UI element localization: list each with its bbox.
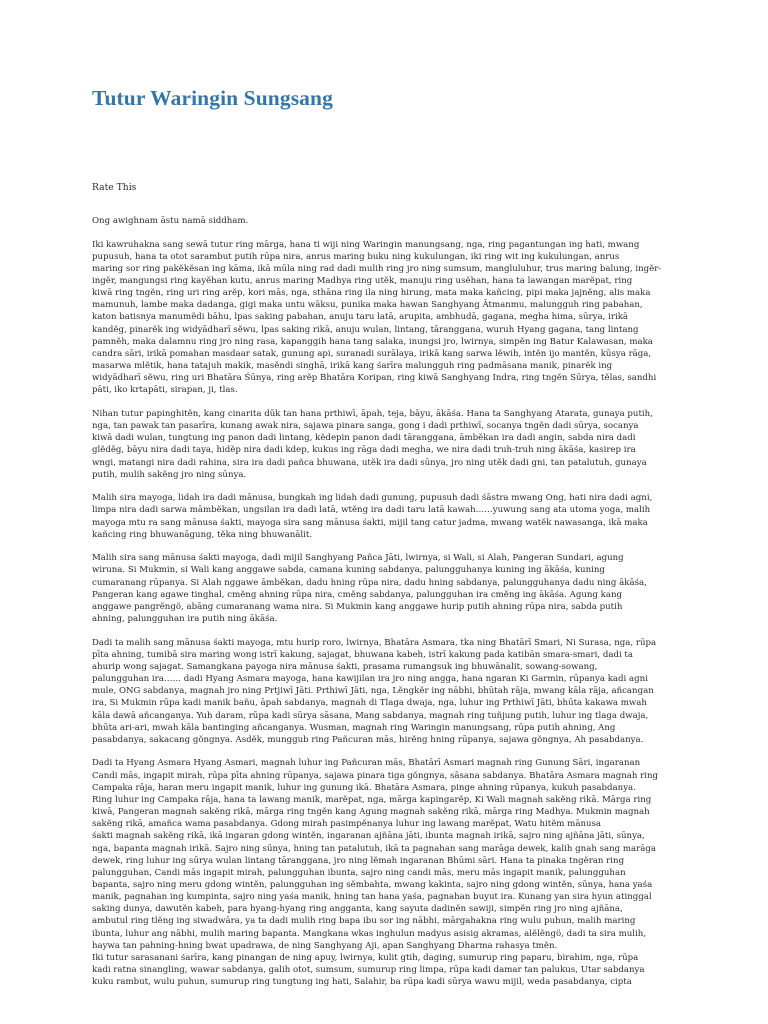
paragraph-line: Iki kawruhakna sang sewā tutur ring mārga, hana ti wiji ning Waringin manungsang, nga, ring pagantungan ing hati, mwang: [92, 239, 640, 250]
paragraph-line: Dadi ta malih sang mānusa śakti mayoga, mtu hurip roro, lwirnya, Bhatāra Asmara, tka ning Bhatārī Smari, Ni Surasa, nga, rūpa: [92, 637, 657, 648]
paragraph-line: wngi, matangi nira dadi rahina, sira ira dadi pañca bhuwana, utĕk ira dadi sūnya, jro ning utĕk dadi gni, tan patalutuh, gunaya: [92, 457, 647, 468]
paragraph-line: Malih sira mayoga, lidah ira dadi mānusa, bungkah ing lidah dadi gunung, pupusuh dadi śāstra mwang Ong, hati nira dadi agni,: [92, 493, 653, 504]
paragraph-line: maring sor ring pakĕkĕsan ing kāma, ikā mūla ning rad dadi mulih ring jro ning sumsum, mangluluhur, trus maring balung, ingĕr-: [92, 263, 662, 274]
paragraph-line: limpa nira dadi sarwa māmbĕkan, ungsilan ira dadi latā, wtĕng ira dadi taru latā kawah……yuwung sang ata utoma yoga, malih: [92, 505, 651, 516]
paragraph-line: Campaka rāja, haran meru ingapit manik, luhur ing gunung ikā. Bhatāra Asmara, pinge ahning rūpanya, kukuh pasabdanya.: [92, 782, 636, 793]
paragraph-line: candra sāri, irikā pomahan masdaar satak, gunung api, suranadi surālaya, irikā kang sarwa lĕwih, intĕn ijo mantĕn, kūsya rāga,: [92, 348, 652, 359]
rate-this-link[interactable]: Rate This: [92, 182, 137, 193]
document-body: [92, 215, 678, 988]
paragraph-line: ahurip wong sajagat. Samangkana payoga nira mānusa śakti, prasama rumangsuk ing bhuwānalit, sowang-sowang,: [92, 661, 598, 672]
paragraph-line: mayoga mtu ra sang mānusa śakti, mayoga sira sang mānusa śakti, mijil tang catur jadma, mwang watĕk nawasanga, ikā maka: [92, 517, 648, 528]
paragraph-line: anggawe pangrĕngö, abāng cumaranang wama nira. Si Mukmin kang anggawe hurip putih ahning rūpa nira, sabda putih: [92, 601, 623, 612]
paragraph: [92, 492, 678, 541]
paragraph-line: cumaranang rūpanya. Si Alah nggawe āmbĕkan, dadu hning rūpa nira, dadu hning sabdanya, palungguhanya dadu ning ākāśa,: [92, 577, 647, 588]
paragraph-line: Dadi ta Hyang Asmara Hyang Asmari, magnah luhur ing Pañcuran mās, Bhatārī Asmari magnah ring Gunung Sāri, ingaranan: [92, 758, 641, 769]
paragraph-line: pīta ahning, tumibā sira maring wong istrī kakung, sajagat, bhuwana kabeh, istrī kakung pada katibān smara-smari, dadi ta: [92, 649, 633, 660]
paragraph-line: pasabdanya, sakacang gŏngnya. Asdĕk, munggub ring Pañcuran mās, hirĕng hning rūpanya, sajawa gŏngnya, Ah pasabdanya.: [92, 734, 644, 745]
paragraph-line: ahning, palungguhan ira putih ning ākāśa.: [92, 614, 278, 625]
paragraph-line: nga, tan pawak tan pasarīra, kunang awak nira, sajawa pinara sanga, gong i dadi prthiwī, socanya tngĕn dadi sūrya, socanya: [92, 421, 639, 432]
paragraph-line: Candi mās, ingapit mirah, rūpa pīta ahning rūpanya, sajawa pinara tiga gŏngnya, sāsana sabdanya. Bhatāra Asmara magnah ring: [92, 770, 659, 781]
paragraph-line: Nihan tutur papinghitĕn, kang cinarita dūk tan hana prthiwī, āpah, teja, bāyu, ākāśa. Hana ta Sanghyang Atarata, gunaya putih,: [92, 408, 653, 419]
paragraph-line: palungguhan, Candi mās ingapit mirah, palungguhan ibunta, sajro ning candi mās, meru mās ingapit manik, palungguhan: [92, 867, 626, 878]
paragraph: [92, 408, 678, 481]
paragraph: [92, 637, 678, 746]
paragraph: [92, 552, 678, 625]
paragraph-line: Ring luhur ing Campaka rāja, hana ta lawang manik, marĕpat, nga, mārga kapingarĕp, Ki Wali magnah sakĕng rikā. Mārga ring: [92, 794, 652, 805]
paragraph-line: bapanta, sajro ning meru gdong wintĕn, palungguhan ing sĕmbahta, mwang kakinta, sajro ning gdong wintĕn, sūnya, hana yaśa: [92, 880, 653, 890]
paragraph-line: saking dunya, dawutĕn kabeh, para hyang-hyang ring angganta, kang sayuta dadinĕn sawiji, simpĕn ring jro ning ajñāna,: [92, 904, 623, 915]
paragraph-line: dewek, ring luhur ing sūrya wulan lintang tāranggana, jro ning lĕmah ingaranan Bhūmi sāri. Hana ta pinaka tngĕran ring: [92, 855, 625, 866]
paragraph-line: glĕdĕg, bāyu nira dadi taya, hidĕp nira dadi kdep, kukus ing rāga dadi megha, we nira dadi truh-truh ning ākāśa, kasirep ira: [92, 445, 636, 456]
paragraph-line: nga, bapanta magnah irikā. Sajro ning sūnya, hning tan patalutuh, ikā ta pagnahan sang marāga dewek, kalih gnah sang marāga: [92, 843, 657, 854]
paragraph-line: kiwā ring tngĕn, ring uri ring arĕp, kori mās, nga, sthāna ring ila ning hirung, mata maka kañcing, pipi maka jajnĕng, alis maka: [92, 288, 651, 299]
paragraph-line: masarwa mlĕtik, hana tatajuh makik, masĕndi singhā, irikā kang śarīra malungguh ring padmāsana manik, pinarĕk ing: [92, 361, 613, 372]
page-title: Tutur Waringin Sungsang: [92, 86, 333, 110]
paragraph-line: pamnĕh, maka dalamnu ring jro ning rasa, kapanggih hana tang salaka, inungsi jro, lwirnya, simpĕn ing Batur Kalawasan, maka: [92, 336, 653, 347]
paragraph-line: kiwā dadi wulan, tungtung ing panon dadi lintang, kĕdepin panon dadi tāranggana, āmbĕkan ira dadi angin, sabda nira dadi: [92, 433, 636, 444]
paragraph-line: mule, ONG sabdanya, magnah jro ning Prtjiwī Jāti. Prthiwī Jāti, nga, Lĕngkĕr ing nābhi, bhūtah rāja, mwang kāla rāja, añcangan: [92, 686, 654, 697]
paragraph-line: ambutul ring tlĕng ing siwadwāra, ya ta dadi mulih ring bapa ibu sor ing nābhi, mārgahakna ring wulu puhun, malih maring: [92, 916, 636, 927]
paragraph-line: Ong awighnam āstu namā siddham.: [92, 216, 249, 226]
paragraph: [92, 239, 678, 397]
paragraph-line: Pangeran kang agawe tinghal, cmĕng ahning rūpa nira, cmĕng sabdanya, palungguhan ira cmĕng ing ākāśa. Agung kang: [92, 589, 622, 600]
paragraph-line: kiwā, Pangeran magnah sakĕng rikā, mārga ring tngĕn kang Agung magnah sakĕng rikā, mārga ring Madhya. Mukmin magnah: [92, 807, 650, 818]
paragraph-line: manik, pagnahan ing kumpinta, sajro ning yaśa manik, hning tan hana yaśa, pagnahan buyut ira. Kunang yan sira hyun atinggal: [92, 892, 652, 903]
paragraph-line: kadi ratna sinangling, wawar sabdanya, galih otot, sumsum, sumurup ring limpa, rūpa kadi damar tan palukus, Utar sabdanya: [92, 965, 645, 976]
paragraph-line: Malih sira sang mānusa śakti mayoga, dadi mijil Sanghyang Pañca Jāti, lwirnya, si Wali, si Alah, Pangeran Sundari, agung: [92, 553, 624, 564]
paragraph-line: kandĕg, pinarĕk ing widyādharī sĕwu, lpas saking rikā, anuju wulan, lintang, tāranggana, wuruh Hyang gagana, tang lintang: [92, 324, 639, 335]
paragraph: [92, 757, 678, 988]
paragraph-line: pupusuh, hana ta otot sarambut putih rūpa nira, anrus maring buku ning kukulungan, iki ring wit ing kukulungan, anrus: [92, 251, 620, 262]
paragraph-line: wiruna. Si Mukmin, si Wali kang anggawe sabda, camana kuning sabdanya, palungguhanya kuning ing ākāśa, kuning: [92, 565, 605, 576]
paragraph-line: ira, Si Mukmin rūpa kadi manik bañu, āpah sabdanya, magnah di Tlaga dwaja, nga, luhur ing Prthiwī Jāti, bhūta kakawa mwah: [92, 698, 647, 709]
paragraph: [92, 215, 678, 227]
paragraph-line: pāti, iko krtapāti, sirapan, ji, tlas.: [92, 385, 238, 396]
paragraph-line: ibunta, luhur ang nābhi, mulih maring bapanta. Mangkana wkas inghulun madyus asisig akramas, alĕlĕngö, dadi ta sira mulih,: [92, 928, 647, 939]
paragraph-line: katon batisnya manumĕdi bāhu, lpas saking pabahan, anuju taru latā, arupita, ambhudā, gagana, megha hima, sūrya, irikā: [92, 312, 629, 323]
paragraph-line: kañcing ring bhuwanāgung, tĕka ning bhuwanālit.: [92, 529, 313, 540]
paragraph-line: śakti magnah sakĕng rikā, ikā ingaran gdong wintĕn, ingaranan ajñāna jāti, ibunta magnah irikā, sajro ning ajñāna jāti, sūnya,: [92, 831, 645, 842]
paragraph-line: mamunuh, lambe maka dadanga, gigi maka untu wāksu, punika maka hawan Sanghyang Ātmanmu, malungguh ring pabahan,: [92, 300, 643, 311]
paragraph-line: sakĕng rikā, amañca wama pasabdanya. Gdong mirah pasimpĕnanya luhur ing lawang marĕpat, Watu hitĕm mānusa: [92, 819, 602, 830]
paragraph-line: Iki tutur sarasanani śarīra, kang pinangan de ning apuy, lwirnya, kulit gtih, daging, sumurup ring paparu, birahim, nga, rūpa: [92, 952, 639, 963]
paragraph-line: bhūta ari-ari, mwah kāla bantinging añcanganya. Wusman, magnah ring Waringin manungsang, rūpa putih ahning, Ang: [92, 722, 616, 733]
paragraph-line: palungguhan ira…… dadi Hyang Asmara mayoga, hana kawijilan ira jro ning angga, hana ngaran Ki Garmin, rūpanya kadi agni: [92, 674, 648, 685]
paragraph-line: widyādharī sĕwu, ring uri Bhatāra Śūnya, ring arĕp Bhatāra Koripan, ring kiwā Sanghyang Indra, ring tngĕn Sūrya, tĕlas, sandhi: [92, 373, 657, 384]
paragraph-line: ingĕr, mangungsi ring kayĕhan kutu, anrus maring Madhya ring utĕk, manuju ring usĕhan, hana ta lawangan marĕpat, ring: [92, 276, 633, 287]
paragraph-line: putih, mulih sakĕng jro ning sūnya.: [92, 469, 247, 480]
paragraph-line: kuku rambut, wulu puhun, sumurup ring tungtung ing hati, Salahir, ba rūpa kadi sūrya wawu mijil, weda pasabdanya, cipta: [92, 977, 632, 988]
paragraph-line: haywa tan pahning-hning bwat upadrawa, de ning Sanghyang Aji, apan Sanghyang Dharma rahasya tmĕn.: [92, 940, 558, 951]
paragraph-line: kāla dawā añcanganya. Yuh daram, rūpa kadi sūrya sāsana, Mang sabdanya, magnah ring tuñjung putih, luhur ing tlaga dwaja,: [92, 710, 649, 721]
